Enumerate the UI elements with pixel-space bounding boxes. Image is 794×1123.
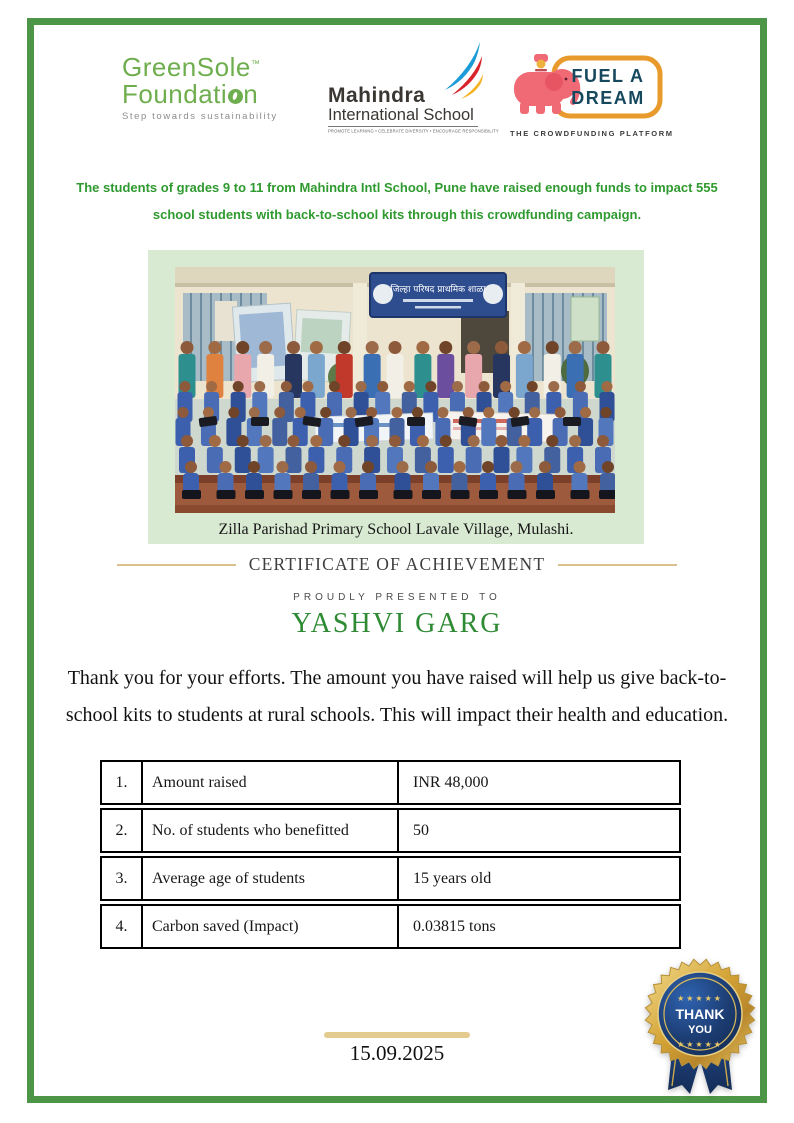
table-row	[100, 856, 681, 901]
leaf-o-icon	[228, 89, 243, 104]
mahindra-subname: International School	[328, 106, 474, 124]
badge-stars-top: ★★★★★	[677, 994, 723, 1003]
impact-table	[100, 760, 681, 949]
greensole-logo	[122, 54, 282, 122]
table-row	[100, 760, 681, 805]
fueladream-mark	[510, 52, 666, 122]
message-line-2: school kits to students at rural schools. This will impact their health and education.	[65, 704, 729, 726]
school-sign-text: जिल्हा परिषद प्राथमिक शाळा	[390, 285, 486, 295]
row-label: Average age of students	[143, 858, 399, 899]
intro-line-2: school students with back-to-school kits through this crowdfunding campaign.	[152, 207, 642, 222]
presented-label: PROUDLY PRESENTED TO	[293, 592, 501, 603]
mahindra-divider	[328, 126, 478, 127]
row-value: 15 years old	[413, 869, 492, 887]
thankyou-badge	[642, 958, 758, 1098]
mahindra-name: Mahindra	[328, 84, 426, 107]
table-row	[100, 808, 681, 853]
greensole-foundation: Foundati n	[122, 78, 259, 109]
message-line-1: Thank you for your efforts. The amount you have raised will help us give back-to-	[67, 667, 727, 689]
group-photo	[175, 267, 615, 513]
row-number: 2.	[102, 810, 143, 851]
badge-stars-bottom: ★★★★★	[677, 1040, 723, 1049]
fueladream-tagline: THE CROWDFUNDING PLATFORM	[510, 129, 674, 138]
gold-line-left	[117, 564, 236, 566]
school-sign	[370, 273, 506, 317]
certificate-title-row	[0, 554, 794, 575]
photo-frame	[148, 250, 644, 544]
gold-line-right	[558, 564, 677, 566]
intro-line-1: The students of grades 9 to 11 from Mahindra Intl School, Pune have raised enough funds to impact 555	[76, 180, 718, 195]
mahindra-flame-icon	[442, 42, 484, 104]
table-row	[100, 904, 681, 949]
row-number: 3.	[102, 858, 143, 899]
greensole-tagline: Step towards sustainability	[122, 111, 278, 123]
row-number: 4.	[102, 906, 143, 947]
row-label: Carbon saved (Impact)	[143, 906, 399, 947]
row-number: 1.	[102, 762, 143, 803]
fueladream-name-line2: DREAM	[571, 88, 645, 108]
row-value: 50	[413, 821, 429, 839]
elephant-icon	[514, 54, 577, 114]
date-divider	[324, 1032, 470, 1038]
row-value: INR 48,000	[413, 773, 489, 791]
row-value: 0.03815 tons	[413, 917, 496, 935]
fueladream-logo	[510, 52, 674, 138]
row-label: No. of students who benefitted	[143, 810, 399, 851]
greensole-name: GreenSole™	[122, 52, 261, 82]
group-photo-illustration	[175, 267, 615, 513]
thankyou-message	[0, 660, 794, 734]
row-label: Amount raised	[143, 762, 399, 803]
certificate-title: CERTIFICATE OF ACHIEVEMENT	[248, 554, 546, 574]
trademark-symbol: ™	[250, 58, 261, 69]
photo-caption: Zilla Parishad Primary School Lavale Village, Mulashi.	[218, 521, 574, 538]
intro-text	[0, 174, 794, 228]
mahindra-logo	[318, 40, 499, 140]
mahindra-tagline: PROMOTE LEARNING • CELEBRATE DIVERSITY • ENCOURAGE RESPONSIBILITY	[328, 129, 499, 134]
badge-thank-label: THANK	[675, 1006, 725, 1022]
date-text: 15.09.2025	[349, 1041, 445, 1065]
recipient-name: YASHVI GARG	[291, 608, 503, 639]
fueladream-name-line1: FUEL A	[571, 66, 645, 86]
badge-you-label: YOU	[688, 1024, 712, 1036]
